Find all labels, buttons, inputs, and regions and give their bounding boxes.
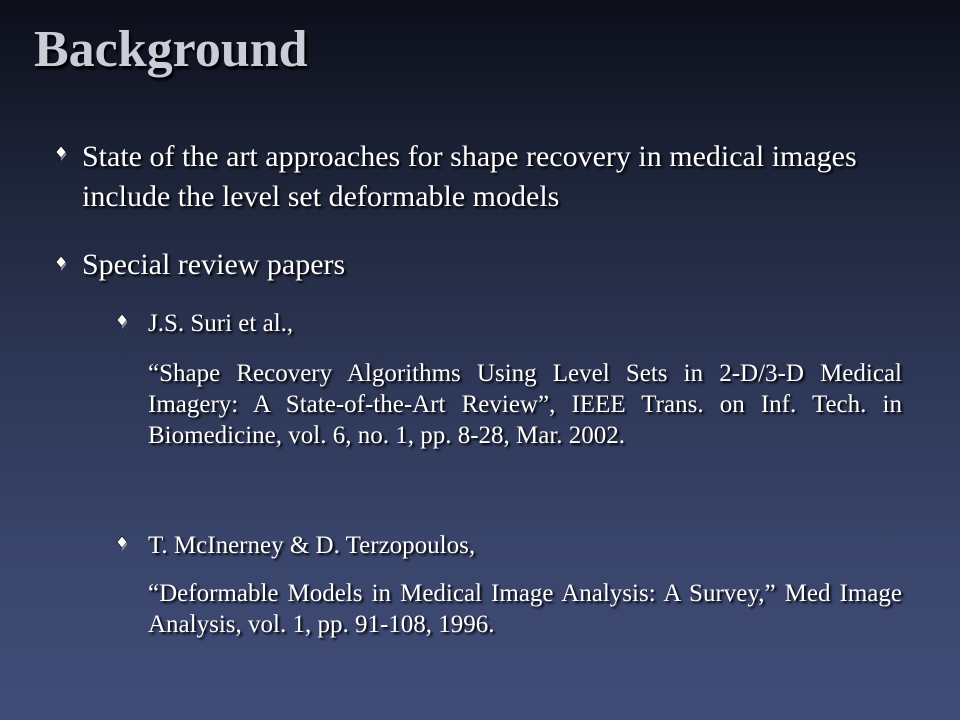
reference-2-citation: “Deformable Models in Medical Image Analysis: A Survey,” Med Image Analysis, vol. 1, pp. 91-108, 1996. (148, 580, 902, 638)
slide-title: Background (34, 21, 308, 78)
reference-2-authors: T. McInerney & D. Terzopoulos, (148, 532, 476, 559)
diamond-bullet-icon (116, 314, 128, 330)
reference-1-authors: J.S. Suri et al., (148, 310, 294, 337)
diamond-bullet-icon (55, 146, 67, 162)
diamond-bullet-icon (55, 256, 67, 272)
bullet-state-of-the-art: State of the art approaches for shape recovery in medical images include the level set deformable models (82, 140, 857, 213)
bullet-special-review-papers: Special review papers (82, 248, 346, 281)
diamond-bullet-icon (116, 536, 128, 552)
reference-1-citation: “Shape Recovery Algorithms Using Level Sets in 2-D/3-D Medical Imagery: A State-of-the-Art Review”, IEEE Trans. on Inf. Tech. in Biomedicine, vol. 6, no. 1, pp. 8-28, Mar. 2002. (148, 360, 902, 449)
